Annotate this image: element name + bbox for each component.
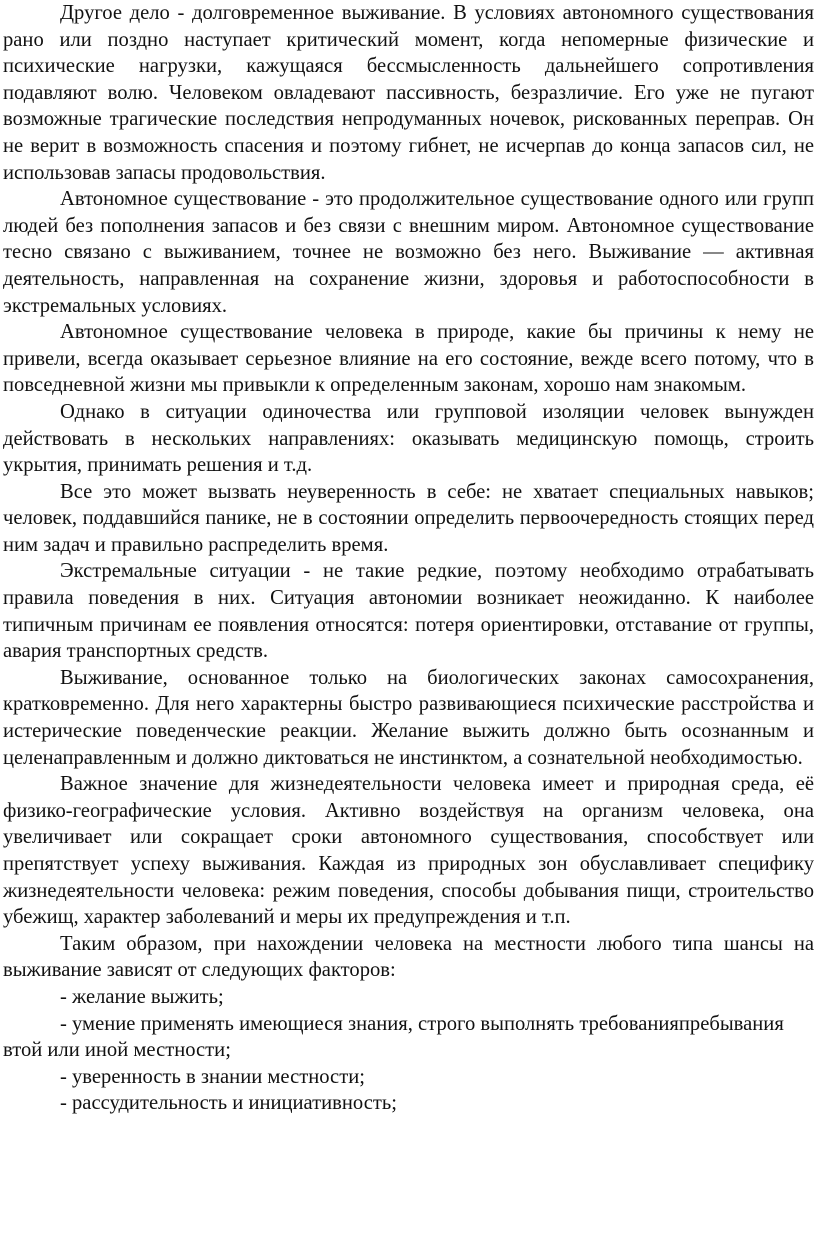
list-item-apply-knowledge: - умение применять имеющиеся знания, строго выполнять требованияпребывания втой или иной местности; xyxy=(3,1012,784,1062)
list-item-will-to-survive: - желание выжить; xyxy=(60,985,224,1008)
paragraph-long-term-survival: Другое дело - долговременное выживание. В условиях автономного существования рано или поздно наступает критический момент, когда непомерные физические и психические нагрузки, кажущаяся бессмысленность дальнейшего сопротивления подавляют волю. Человеком овладевают пассивность, безразличие. Его уже не пугают возможные трагические последствия непродуманных ночевок, рискованных переправ. Он не верит в возможность спасения и поэтому гибнет, не исчерпав до конца запасов сил, не использовав запасы продовольствия. xyxy=(3,2,814,184)
paragraph-extreme-situations: Экстремальные ситуации - не такие редкие, поэтому необходимо отрабатывать правила поведения в них. Ситуация автономии возникает неожиданно. К наиболее типичным причинам ее появления относятся: потеря ориентировки, отставание от группы, авария транспортных средств. xyxy=(3,560,814,663)
paragraph-biological-survival: Выживание, основанное только на биологических законах самосохранения, кратковременно. Для него характерны быстро развивающиеся психические расстройства и истерические поведенческие реакции. Желание выжить должно быть осознанным и целенаправленным и должно диктоваться не инстинктом, а сознательной необходимостью. xyxy=(3,666,814,769)
paragraph-survival-factors-intro: Таким образом, при нахождении человека на местности любого типа шансы на выживание зависят от следующих факторов: xyxy=(3,932,814,982)
paragraph-self-doubt: Все это может вызвать неуверенность в себе: не хватает специальных навыков; человек, поддавшийся панике, не в состоянии определить первоочередность стоящих перед ним задач и правильно распределить время. xyxy=(3,480,814,556)
paragraph-isolation-actions: Однако в ситуации одиночества или групповой изоляции человек вынужден действовать в нескольких направлениях: оказывать медицинскую помощь, строить укрытия, принимать решения и т.д. xyxy=(3,400,814,477)
list-item-terrain-confidence: - уверенность в знании местности; xyxy=(60,1065,365,1088)
list-item-prudence-initiative: - рассудительность и инициативность; xyxy=(60,1092,397,1115)
paragraph-natural-environment: Важное значение для жизнедеятельности человека имеет и природная среда, её физико-географические условия. Активно воздействуя на организм человека, она увеличивает или сокращает сроки автономного существования, способствует или препятствует успеху выживания. Каждая из природных зон обуславливает специфику жизнедеятельности человека: режим поведения, способы добывания пищи, строительство убежищ, характер заболеваний и меры их предупреждения и т.п. xyxy=(3,773,814,929)
paragraph-autonomous-existence-in-nature: Автономное существование человека в природе, какие бы причины к нему не привели, всегда оказывает серьезное влияние на его состояние, вежде всего потому, что в повседневной жизни мы привыкли к определенным законам, хорошо нам знакомым. xyxy=(3,321,814,397)
paragraph-autonomous-existence-definition: Автономное существование - это продолжительное существование одного или групп людей без пополнения запасов и без связи с внешним миром. Автономное существование тесно связано с выживанием, точнее не возможно без него. Выживание — активная деятельность, направленная на сохранение жизни, здоровья и работоспособности в экстремальных условиях. xyxy=(3,188,814,317)
